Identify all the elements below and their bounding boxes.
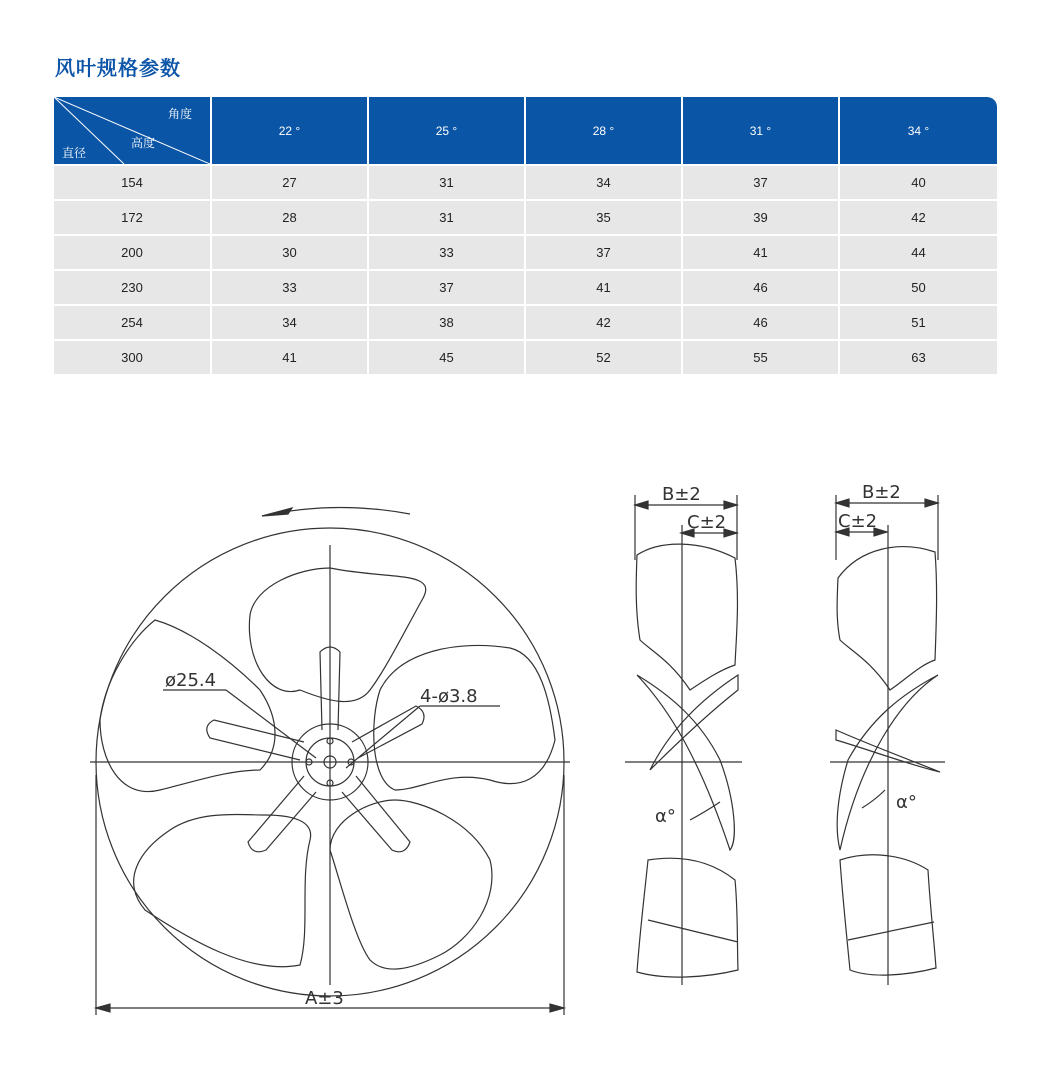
angle-header-cell: 28 °	[524, 97, 681, 164]
value-cell: 40	[838, 164, 997, 199]
side-view-right	[830, 482, 945, 985]
value-cell: 33	[210, 269, 367, 304]
value-cell: 39	[681, 199, 838, 234]
value-cell: 46	[681, 304, 838, 339]
corner-label-diameter: 直径	[62, 146, 87, 160]
corner-label-angle: 角度	[167, 107, 192, 121]
value-cell: 31	[367, 199, 524, 234]
diameter-cell: 254	[54, 304, 210, 339]
side2-c-label: C±2	[838, 511, 878, 532]
outer-diameter-label: A±3	[305, 988, 344, 1009]
table-row	[54, 304, 997, 339]
diameter-cell: 154	[54, 164, 210, 199]
fan-blade	[134, 814, 311, 966]
side1-c-label: C±2	[687, 512, 727, 533]
fan-blade	[374, 645, 555, 790]
value-cell: 52	[524, 339, 681, 374]
side-view-left	[625, 484, 742, 985]
page-title: 风叶规格参数	[55, 58, 181, 80]
table-row	[54, 234, 997, 269]
diameter-cell: 300	[54, 339, 210, 374]
value-cell: 45	[367, 339, 524, 374]
side1-angle-label: α°	[655, 806, 676, 827]
table-row	[54, 164, 997, 199]
side1-b-label: B±2	[662, 484, 701, 505]
hub-spokes	[207, 647, 424, 852]
value-cell: 30	[210, 234, 367, 269]
angle-header-cell: 22 °	[210, 97, 367, 164]
diameter-cell: 230	[54, 269, 210, 304]
table-row	[54, 269, 997, 304]
value-cell: 28	[210, 199, 367, 234]
angle-header-cell: 31 °	[681, 97, 838, 164]
value-cell: 46	[681, 269, 838, 304]
value-cell: 38	[367, 304, 524, 339]
fan-blade-drawing	[0, 470, 1050, 1030]
value-cell: 41	[524, 269, 681, 304]
front-view	[90, 507, 570, 1015]
mount-holes-label: 4-ø3.8	[420, 686, 478, 707]
table-row	[54, 339, 997, 374]
value-cell: 55	[681, 339, 838, 374]
corner-label-height: 高度	[131, 136, 156, 150]
value-cell: 37	[367, 269, 524, 304]
fan-blade	[249, 568, 425, 702]
value-cell: 44	[838, 234, 997, 269]
value-cell: 51	[838, 304, 997, 339]
angle-header-cell: 25 °	[367, 97, 524, 164]
value-cell: 37	[681, 164, 838, 199]
diameter-cell: 200	[54, 234, 210, 269]
value-cell: 42	[838, 199, 997, 234]
value-cell: 27	[210, 164, 367, 199]
side1-blade-top	[636, 544, 737, 690]
value-cell: 31	[367, 164, 524, 199]
value-cell: 33	[367, 234, 524, 269]
value-cell: 41	[210, 339, 367, 374]
table-header-row	[54, 97, 997, 164]
value-cell: 50	[838, 269, 997, 304]
value-cell: 37	[524, 234, 681, 269]
side1-blade-twist	[650, 675, 738, 770]
value-cell: 63	[838, 339, 997, 374]
value-cell: 42	[524, 304, 681, 339]
diameter-cell: 172	[54, 199, 210, 234]
value-cell: 34	[210, 304, 367, 339]
side2-blade-top	[837, 547, 936, 690]
corner-header-cell	[54, 97, 210, 164]
side2-b-label: B±2	[862, 482, 901, 503]
angle-header-cell: 34 °	[838, 97, 997, 164]
spec-table	[54, 97, 997, 374]
side2-angle-label: α°	[896, 792, 917, 813]
value-cell: 35	[524, 199, 681, 234]
value-cell: 34	[524, 164, 681, 199]
side1-blade-bottom	[637, 858, 738, 977]
value-cell: 41	[681, 234, 838, 269]
fan-blade	[330, 800, 492, 969]
hub-diameter-label: ø25.4	[165, 670, 217, 691]
table-row	[54, 199, 997, 234]
